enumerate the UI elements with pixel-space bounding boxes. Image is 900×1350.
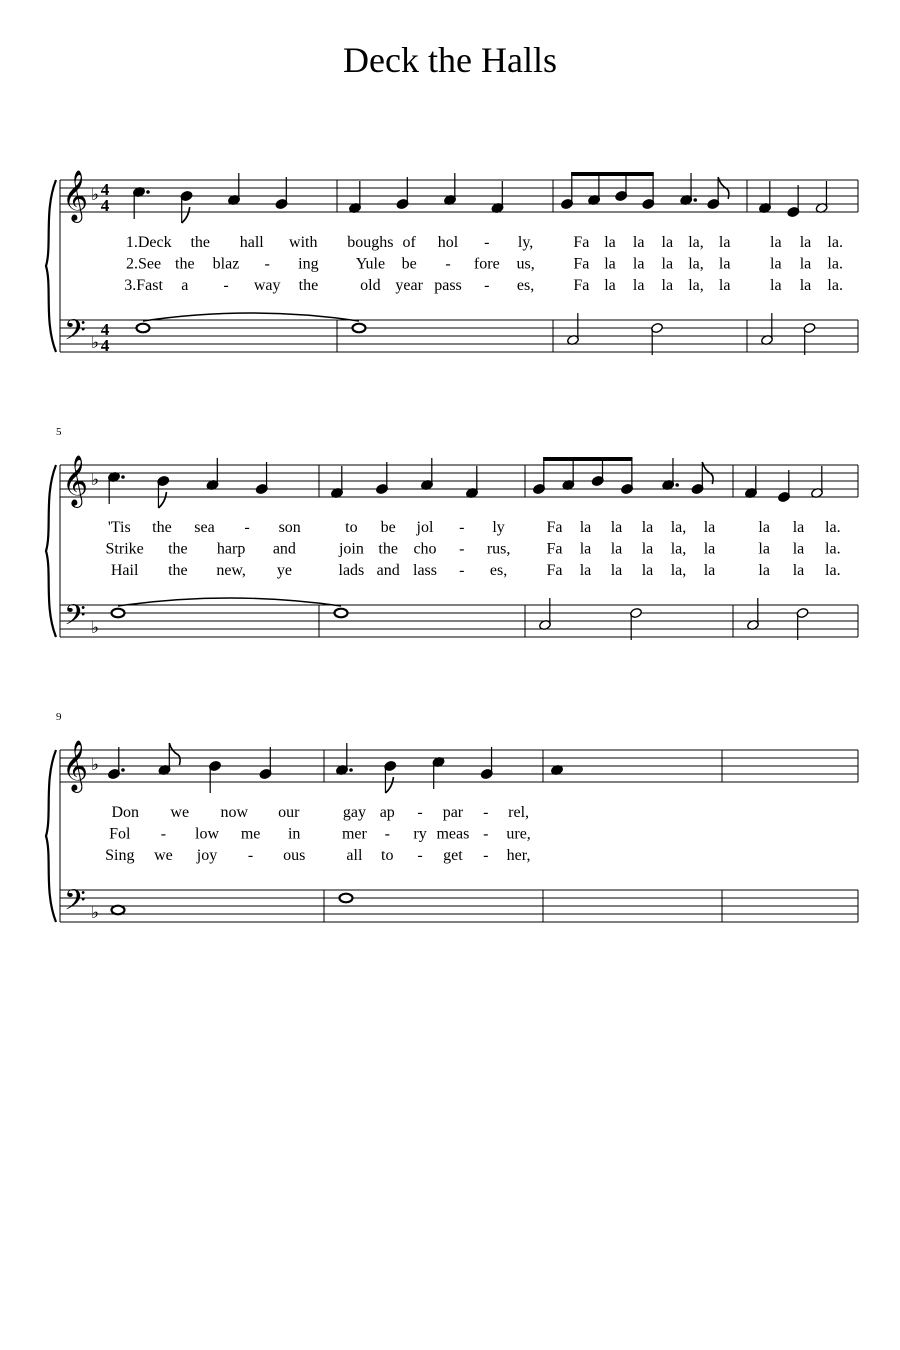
measure-number: 9 [56,711,62,723]
key-signature-flat-icon: ♭ [91,618,100,638]
lyric-syllable: pass [434,277,462,294]
lyric-syllable: Fa [546,519,563,536]
lyric-syllable: of [402,234,416,251]
note-head [137,324,150,333]
lyric-syllable: sea [194,519,215,536]
lyric-syllable: la [579,562,592,579]
lyric-hyphen: - [247,847,254,864]
lyric-syllable: la [770,234,782,251]
note-head [353,324,366,333]
lyric-syllable: our [278,804,300,821]
lyric-syllable: la [799,277,812,294]
lyric-hyphen: - [483,825,489,843]
lyric-syllable: la, [688,277,704,294]
lyric-syllable: ry [413,825,427,843]
lyric-hyphen: - [484,234,490,251]
note-beam [543,457,632,461]
bass-measure [112,609,125,618]
lyric-syllable: la [758,562,770,579]
lyric-syllable: new, [216,562,246,579]
lyric-syllable: la [604,234,616,251]
lyric-syllable: la [579,540,592,558]
lyric-hyphen: - [160,825,167,843]
key-signature-flat-icon: ♭ [91,185,100,205]
system-1 [46,170,858,355]
lyric-syllable: a [181,277,189,294]
lyric-syllable: the [190,234,211,251]
lyric-syllable: way [253,277,281,294]
lyric-syllable: la [610,562,623,579]
bass-measure [761,313,816,355]
lyric-syllable: la [703,562,716,579]
lyric-syllable: la [604,277,616,294]
lyric-syllable: ous [283,847,306,864]
lyric-syllable: la [579,519,592,536]
lyric-syllable: la [641,540,654,558]
lyric-syllable: Fa [546,562,563,579]
lyric-syllable: la [799,255,812,273]
treble-clef-icon: 𝄞 [62,740,89,791]
note-flag [158,492,166,508]
time-signature-top: 4 [100,180,110,199]
lyric-syllable: me [240,825,261,843]
lyric-syllable: the [152,519,172,536]
lyric-syllable: the [175,255,195,273]
measure-number: 5 [56,426,62,438]
lyric-syllable: the [168,562,188,579]
bass-measure [335,609,348,618]
lyric-syllable: harp [216,540,246,558]
key-signature-flat-icon: ♭ [91,903,100,923]
lyric-syllable: es, [516,277,535,294]
lyric-syllable: la [661,255,674,273]
lyric-hyphen: - [384,825,390,843]
lyric-syllable: la. [825,562,841,579]
lyric-hyphen: - [459,562,465,579]
lyric-syllable: hall [239,234,264,251]
lyric-syllable: la [718,277,731,294]
lyric-hyphen: - [445,255,451,273]
bass-measure [747,598,809,640]
lyric-syllable: year [395,277,423,294]
lyric-hyphen: - [417,847,423,864]
lyric-syllable: la [718,234,731,251]
note-head [340,894,353,903]
lyric-syllable: 'Tis [107,519,131,536]
lyric-syllable: rus, [486,540,511,558]
lyric-syllable: us, [516,255,535,273]
lyric-hyphen: - [223,277,229,294]
bass-clef-icon: 𝄢 [64,884,86,924]
bass-measure [539,598,643,640]
lyric-syllable: and [272,540,296,558]
lyric-syllable: la, [688,255,704,273]
lyric-syllable: la, [670,540,687,558]
lyric-syllable: Fol [109,825,131,843]
lyric-hyphen: - [264,255,270,273]
lyric-syllable: la [758,540,770,558]
treble-clef-icon: 𝄞 [62,455,89,506]
treble-measure [349,173,504,214]
lyric-syllable: Fa [573,277,590,294]
lyric-syllable: Fa [573,255,590,273]
lyric-syllable: get [443,847,463,864]
lyric-hyphen: - [483,804,489,821]
lyric-syllable: 1.Deck [125,234,172,251]
lyric-syllable: la [604,255,616,273]
lyric-syllable: la [770,255,782,273]
lyric-syllable: joy [196,847,218,864]
lyric-syllable: la [641,519,654,536]
lyric-syllable: lass [413,562,437,579]
bass-measure [567,313,664,355]
lyric-syllable: Don [111,804,140,821]
lyric-syllable: la [641,562,654,579]
key-signature-flat-icon: ♭ [91,470,100,490]
treble-clef-icon: 𝄞 [62,170,89,221]
lyric-syllable: 3.Fast [124,277,163,294]
lyric-syllable: la [792,540,805,558]
lyric-syllable: we [170,804,190,821]
bass-clef-icon: 𝄢 [64,314,86,354]
lyric-syllable: ure, [506,825,531,843]
lyric-syllable: boughs [347,234,394,251]
lyric-syllable: la [632,255,645,273]
lyric-syllable: to [381,847,394,864]
lyric-syllable: ye [276,562,292,579]
key-signature-flat-icon: ♭ [91,333,100,353]
time-signature-top: 4 [100,320,110,339]
note-flag [169,743,180,765]
lyric-syllable: la [661,234,674,251]
lyric-syllable: la [610,519,623,536]
lyric-syllable: la [770,277,782,294]
system-brace [46,180,56,352]
lyric-syllable: the [378,540,398,558]
lyric-syllable: old [360,277,381,294]
lyric-syllable: jol [416,519,434,536]
bass-measure [353,324,366,333]
lyric-syllable: la [610,540,623,558]
lyric-syllable: the [298,277,319,294]
lyric-syllable: la [758,519,770,536]
bass-measure [112,906,125,915]
lyric-syllable: now [220,804,249,821]
lyric-syllable: ly [492,519,505,536]
lyric-syllable: la [632,277,645,294]
lyric-hyphen: - [459,540,465,558]
lyric-syllable: low [195,825,219,843]
lyric-syllable: Hail [110,562,139,579]
lyric-syllable: with [289,234,318,251]
lyric-syllable: cho [413,540,437,558]
lyric-hyphen: - [483,847,489,864]
augmentation-dot [121,475,125,479]
treble-staff [60,750,858,782]
lyric-syllable: la [718,255,731,273]
lyric-syllable: all [346,847,363,864]
lyric-syllable: ap [379,804,395,821]
lyric-syllable: rel, [508,804,530,821]
treble-staff [60,465,858,497]
note-flag [182,207,190,223]
lyric-syllable: la. [827,277,843,294]
note-head [112,906,125,915]
note-flag [385,777,393,793]
lyric-syllable: la [792,519,805,536]
lyric-syllable: meas [436,825,470,843]
lyric-syllable: Sing [105,847,135,864]
lyric-syllable: Fa [546,540,563,558]
lyric-syllable: la, [670,519,687,536]
augmentation-dot [146,190,150,194]
lyric-hyphen: - [244,519,250,536]
lyric-syllable: la [632,234,645,251]
lyric-syllable: to [345,519,358,536]
note-head [112,609,125,618]
bass-staff [60,605,858,637]
lyric-syllable: blaz [212,255,240,273]
lyric-syllable: par [442,804,464,821]
bass-staff [60,890,858,922]
lyric-syllable: Strike [105,540,144,558]
lyric-syllable: la. [825,540,841,558]
key-signature-flat-icon: ♭ [91,755,100,775]
lyric-syllable: es, [489,562,508,579]
lyric-syllable: her, [506,847,531,864]
lyric-syllable: Fa [573,234,590,251]
bass-staff [60,320,858,352]
lyric-syllable: la [703,540,716,558]
lyric-syllable: la. [825,519,841,536]
lyric-syllable: la, [670,562,687,579]
lyric-syllable: hol [437,234,459,251]
bass-clef-icon: 𝄢 [64,599,86,639]
note-beam [571,172,653,176]
treble-measure [331,458,479,499]
lyric-syllable: the [168,540,188,558]
lyric-hyphen: - [459,519,465,536]
lyric-syllable: ly, [517,234,534,251]
bass-measure [137,324,150,333]
lyric-syllable: be [380,519,396,536]
lyric-syllable: ing [298,255,319,273]
lyric-syllable: join [338,540,364,558]
lyric-syllable: la. [827,255,843,273]
lyric-syllable: Yule [355,255,386,273]
time-signature-bottom: 4 [100,196,110,215]
lyric-syllable: la [703,519,716,536]
lyric-syllable: son [278,519,301,536]
bass-measure [340,894,353,903]
lyric-syllable: la, [688,234,704,251]
system-brace [46,465,56,637]
note-head [335,609,348,618]
augmentation-dot [349,768,353,772]
augmentation-dot [675,483,679,487]
lyric-syllable: in [287,825,301,843]
system-2 [46,426,858,640]
lyric-hyphen: - [484,277,490,294]
lyric-syllable: fore [473,255,500,273]
lyric-syllable: gay [342,804,366,821]
lyric-syllable: la. [827,234,843,251]
song-title: Deck the Halls [343,40,557,80]
treble-staff [60,180,858,212]
time-signature-bottom: 4 [100,336,110,355]
lyric-syllable: lads [338,562,365,579]
lyric-syllable: mer [341,825,367,843]
augmentation-dot [693,198,697,202]
lyric-syllable: 2.See [126,255,162,273]
lyric-syllable: la [661,277,674,294]
lyric-syllable: we [154,847,173,864]
augmentation-dot [121,768,125,772]
lyric-syllable: be [401,255,417,273]
system-brace [46,750,56,922]
lyric-syllable: la [799,234,812,251]
lyric-hyphen: - [417,804,423,821]
system-3 [46,711,858,924]
lyric-syllable: and [376,562,400,579]
lyric-syllable: la [792,562,805,579]
